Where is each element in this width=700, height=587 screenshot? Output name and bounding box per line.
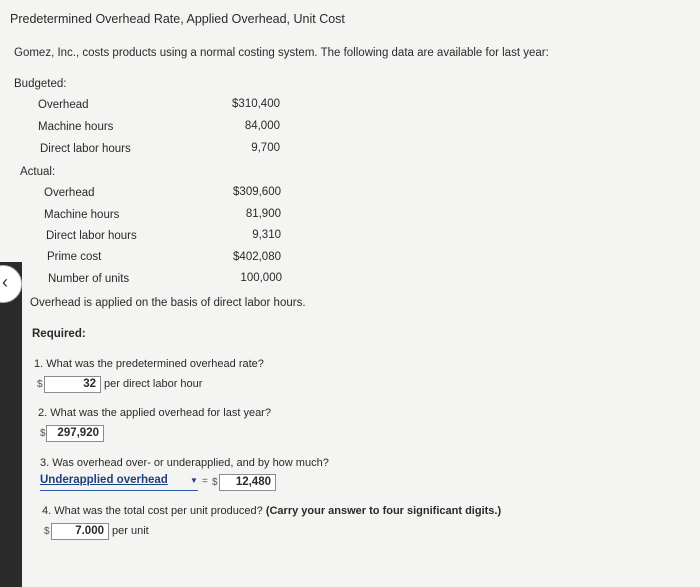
q4-unit: per unit: [112, 525, 149, 537]
question-4-note: (Carry your answer to four significant digits.): [265, 505, 502, 517]
budgeted-machine-hours-label: Machine hours: [38, 121, 114, 133]
q3-answer-input[interactable]: 12,480: [219, 474, 276, 491]
actual-heading: Actual:: [20, 166, 56, 178]
actual-machine-hours-value: 81,900: [245, 208, 281, 220]
q3-over-under-select[interactable]: Underapplied overhead: [40, 474, 198, 491]
actual-overhead-value: $309,600: [233, 186, 281, 198]
dropdown-arrow-icon[interactable]: ▼: [190, 476, 198, 485]
actual-dlh-value: 9,310: [252, 229, 281, 241]
q1-unit: per direct labor hour: [104, 378, 203, 390]
actual-units-value: 100,000: [240, 272, 282, 284]
question-4-text: [42, 505, 501, 517]
actual-machine-hours-label: Machine hours: [44, 209, 120, 221]
actual-dlh-label: Direct labor hours: [46, 230, 137, 242]
q1-answer-input[interactable]: 32: [44, 376, 101, 393]
actual-overhead-label: Overhead: [44, 187, 95, 199]
budgeted-overhead-label: Overhead: [38, 99, 89, 111]
q4-currency: $: [44, 526, 50, 537]
question-4-label: 4. What was the total cost per unit produced?: [42, 505, 263, 517]
q3-equals: =: [202, 476, 208, 487]
budgeted-heading: Budgeted:: [14, 78, 67, 90]
q4-answer-input[interactable]: 7.000: [51, 523, 109, 540]
question-1-text: 1. What was the predetermined overhead rate?: [34, 358, 264, 370]
chevron-left-icon[interactable]: ‹: [2, 272, 8, 292]
q3-currency: $: [212, 477, 218, 488]
budgeted-overhead-value: $310,400: [232, 98, 280, 110]
intro-text: Gomez, Inc., costs products using a normal costing system. The following data are available for last year:: [14, 47, 549, 59]
q1-currency: $: [37, 379, 43, 390]
budgeted-dlh-label: Direct labor hours: [40, 143, 131, 155]
question-2-text: 2. What was the applied overhead for last year?: [38, 407, 271, 419]
q2-answer-input[interactable]: 297,920: [46, 425, 104, 442]
budgeted-dlh-value: 9,700: [251, 142, 280, 154]
budgeted-machine-hours-value: 84,000: [244, 120, 280, 132]
question-3-text: 3. Was overhead over- or underapplied, and by how much?: [40, 457, 329, 469]
actual-prime-cost-value: $402,080: [233, 251, 281, 263]
page-title: Predetermined Overhead Rate, Applied Overhead, Unit Cost: [10, 12, 345, 26]
q2-currency: $: [40, 428, 46, 439]
left-edge-bar: [0, 262, 22, 587]
actual-units-label: Number of units: [48, 273, 130, 285]
basis-note: Overhead is applied on the basis of direct labor hours.: [30, 297, 306, 309]
required-heading: Required:: [32, 328, 86, 340]
actual-prime-cost-label: Prime cost: [47, 251, 102, 263]
